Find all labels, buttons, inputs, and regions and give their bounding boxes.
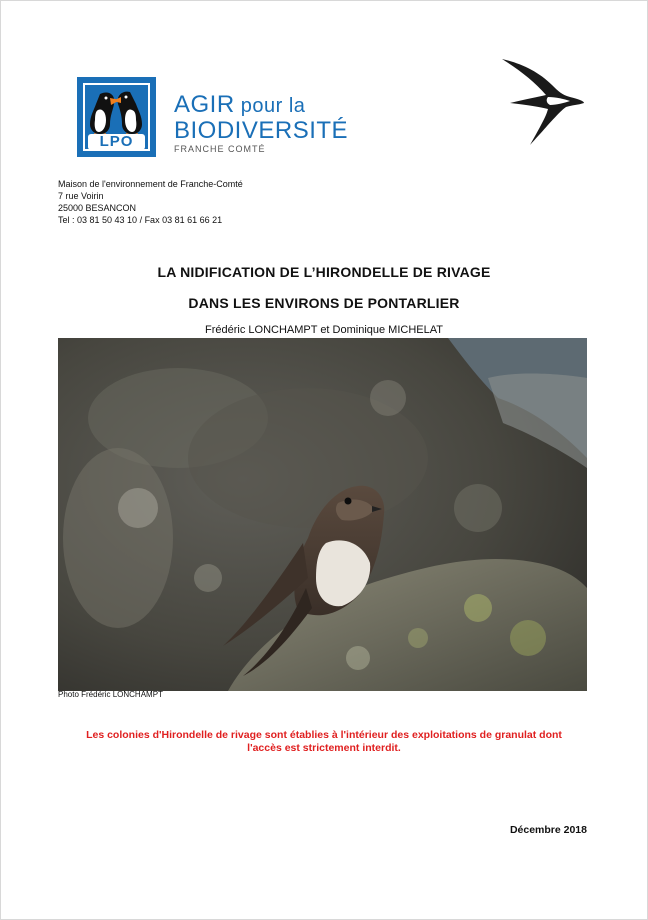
sand-martin-photo-illustration	[58, 338, 587, 691]
brand-line-1: AGIR pour la	[174, 91, 306, 118]
address-line: 25000 BESANCON	[58, 203, 137, 213]
address-block	[58, 178, 243, 226]
access-warning-line: l'accès est strictement interdit.	[247, 742, 401, 754]
brand-line-3: FRANCHE COMTÉ	[174, 144, 266, 154]
brand-wordmark	[174, 93, 348, 154]
document-title-line-2: DANS LES ENVIRONS DE PONTARLIER	[188, 295, 460, 311]
access-warning-line: Les colonies d'Hirondelle de rivage sont établies à l'intérieur des exploitations de granulat dont	[86, 729, 562, 741]
photo-caption: Photo Frédéric LONCHAMPT	[58, 690, 163, 699]
document-date: Décembre 2018	[509, 824, 587, 836]
address-line: Tel : 03 81 50 43 10 / Fax 03 81 61 66 21	[58, 215, 223, 225]
brand-line-2: BIODIVERSITÉ	[174, 117, 349, 144]
authors: Frédéric LONCHAMPT et Dominique MICHELAT	[205, 324, 443, 336]
address-line: 7 rue Voirin	[58, 191, 104, 201]
address-line: Maison de l'environnement de Franche-Comté	[58, 179, 243, 189]
lpo-logo	[77, 77, 156, 157]
lpo-badge-text: LPO	[88, 134, 145, 150]
swift-bird-icon	[500, 57, 586, 147]
document-title-line-1: LA NIDIFICATION DE L’HIRONDELLE DE RIVAGE	[157, 264, 491, 280]
bird-photo	[58, 338, 587, 691]
access-warning	[60, 729, 588, 755]
